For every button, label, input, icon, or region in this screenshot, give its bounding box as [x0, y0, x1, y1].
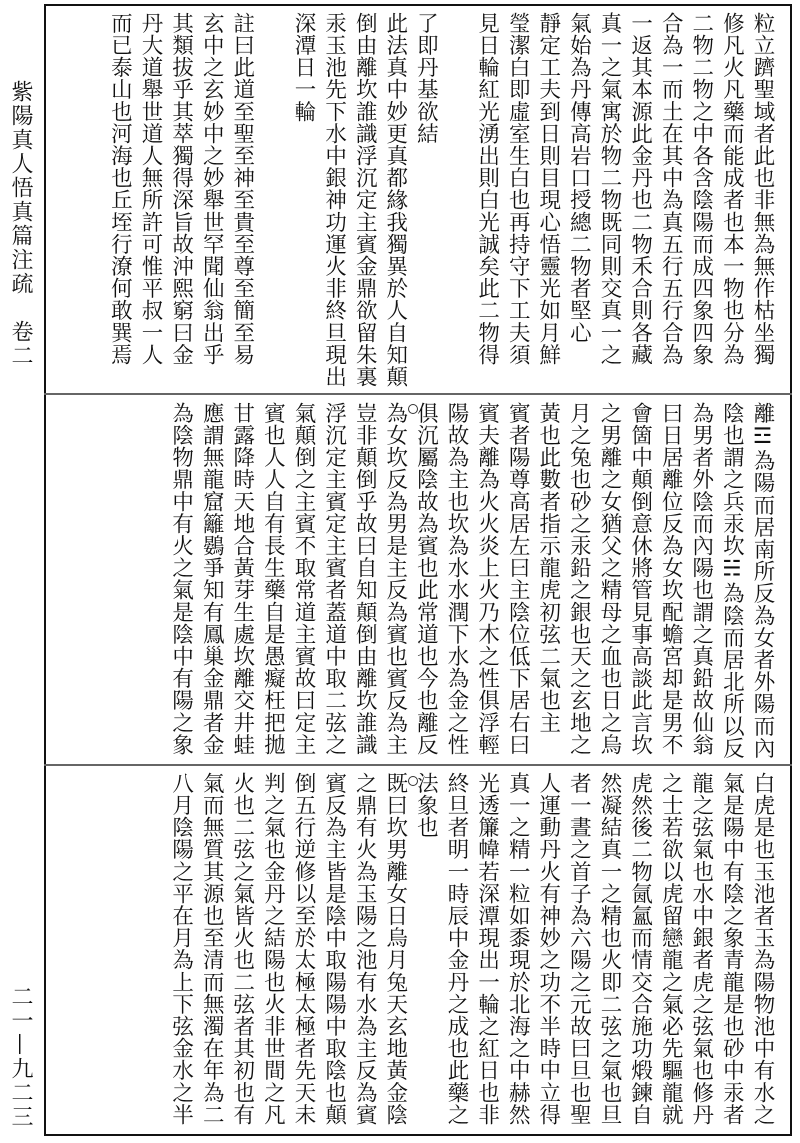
text-column: 深潭日一輪: [291, 12, 316, 123]
text-column: 會箇中顛倒意休將管見事高談此言坎: [627, 402, 653, 756]
text-column: 丹大道舉世道人無所許可惟平叔一人: [138, 12, 163, 366]
text-column: 豈非顛倒乎故曰自知顛倒由離坎誰識: [352, 402, 378, 756]
text-column: 倒五行逆修以至於太極太極者先天未: [291, 772, 316, 1126]
text-column: 龍之弦氣也水中銀者虎之弦氣也修丹: [688, 772, 714, 1126]
text-column: 為陰物鼎中有火之氣是陰中有陽之象: [168, 402, 194, 756]
text-column: 浮沉定主賓定主賓者蓋道中取二弦之: [321, 402, 347, 756]
text-column: [257, 12, 287, 388]
text-column: 火也二弦之氣皆火也二弦者其初也有: [229, 772, 255, 1126]
book-title: 紫陽真人悟真篇注疏 卷二: [8, 80, 33, 368]
text-column: 玄中之玄妙中之妙舉世罕聞仙翁出乎: [199, 12, 225, 366]
text-column: 見日輪紅光湧出則白光誠矣此二物得: [474, 12, 500, 366]
text-column: 之士若欲以虎留戀龍之氣必先驅龍就: [658, 772, 684, 1126]
text-column: 註曰此道至聖至神至貴至尊至簡至易: [229, 12, 255, 366]
text-column: 修凡火凡藥而能成者也本一物也分為: [719, 12, 745, 366]
text-column: 其類拔乎其萃獨得深旨故沖熙窮曰金: [168, 12, 194, 366]
text-column: 白虎是也玉池者玉為陽物池中有水之: [750, 772, 775, 1126]
text-column: 而已泰山也河海也丘垤行潦何敢巽焉: [107, 12, 133, 366]
text-column: 粒立躋聖域者此也非無為無作枯坐獨: [750, 12, 775, 366]
text-column: [441, 12, 471, 388]
text-column: 為男者外陰而內陽也謂之真鉛故仙翁: [688, 402, 714, 756]
text-column: 陽故為主也坎為水水潤下水為金之性: [444, 402, 469, 756]
text-column: 了即丹基欲結: [413, 12, 439, 145]
text-column: 俱沉屬陰故為賓也此常道也今也離反: [413, 402, 439, 756]
text-column: 賓夫離為火火炎上火乃木之性俱浮輕: [474, 402, 500, 756]
text-column: 既曰坎男離女日烏月兔天玄地黃金陰: [382, 772, 408, 1126]
text-column: 瑩潔白即虛室生白也再持守下工夫須: [505, 12, 531, 366]
text-column: 氣始為丹傳高岩口授總二物者堅心: [566, 12, 592, 344]
text-column: 法象也: [413, 772, 439, 839]
text-column: 賓反為主皆是陰中取陽陽中取陰也顛: [321, 772, 347, 1126]
text-column: 終旦者明一時辰中金丹之成也此藥之: [444, 772, 469, 1126]
text-column: 八月陰陽之平在月為上下弦金水之半: [168, 772, 194, 1126]
band-divider: [44, 394, 792, 395]
text-column: 黃也此數者指示龍虎初弦二氣也主: [535, 402, 561, 734]
text-column: 氣顛倒之主賓不取常道主賓故曰定主: [291, 402, 316, 756]
text-column: 真一之精一粒如黍現於北海之中赫然: [505, 772, 531, 1126]
text-column: 月之兔也砂之汞鉛之銀也天之玄地之: [566, 402, 592, 756]
text-column: 此法真中妙更真都緣我獨異於人自知顛: [382, 12, 408, 388]
page-number: 二一—九二三: [8, 985, 33, 1129]
text-column: 靜定工夫到日則目現心悟靈光如月鮮: [535, 12, 561, 366]
text-column: 虎然後二物氤氳而情交合施功煅鍊自: [627, 772, 653, 1126]
text-column: 甘露降時天地合黃芽生處坎離交井蛙: [229, 402, 255, 756]
text-column: 陰也謂之兵汞坎☵為陰而居北所以反: [719, 402, 745, 760]
text-column: 之鼎有火為玉陽之池有水為主反為賓: [352, 772, 378, 1126]
text-column: 一返其本源此金丹也二物禾合則各藏: [627, 12, 653, 366]
text-column: 為女坎反為男是主反為賓也賓反為主: [382, 402, 408, 756]
text-column: 然凝結真一之精也火即二弦之氣也旦: [597, 772, 622, 1126]
text-column: 二物二物之中各含陰陽而成四象四象: [688, 12, 714, 366]
band-divider: [44, 765, 792, 766]
text-column: 賓也人人自有長生藥自是愚癡枉把拋: [260, 402, 286, 756]
text-column: 人運動丹火有神妙之功不半時中立得: [535, 772, 561, 1126]
text-column: 曰日居離位反為女坎配蟾宮却是男不: [658, 402, 684, 756]
text-column: 合為一而土在其中為真五行五行合為: [658, 12, 684, 366]
text-column: 賓者陽尊高居左曰主陰位低下居右曰: [505, 402, 531, 756]
text-column: 之男離之女猶父之精母之血也日之烏: [597, 402, 622, 756]
text-column: 氣而無質其源也至清而無濁在年為二: [199, 772, 225, 1126]
text-column: 倒由離坎誰識浮沉定主賓金鼎欲留朱裏: [352, 12, 378, 388]
text-column: 離☲為陽而居南所反為女者外陽而內: [750, 402, 775, 760]
text-column: 汞玉池先下水中銀神功運火非終旦現出: [321, 12, 347, 388]
text-column: 者一晝之首子為六陽之元故曰旦也聖: [566, 772, 592, 1126]
text-column: 真一之氣寓於物二物既同則交真一之: [597, 12, 622, 366]
text-column: 氣是陽中有陰之象青龍是也砂中汞者: [719, 772, 745, 1126]
text-column: 應謂無龍窟籬鷃爭知有鳳巢金鼎者金: [199, 402, 225, 756]
text-column: 判之氣也金丹之結陽也火非世間之凡: [260, 772, 286, 1126]
text-column: 光透簾幃若深潭現出一輪之紅日也非: [474, 772, 500, 1126]
